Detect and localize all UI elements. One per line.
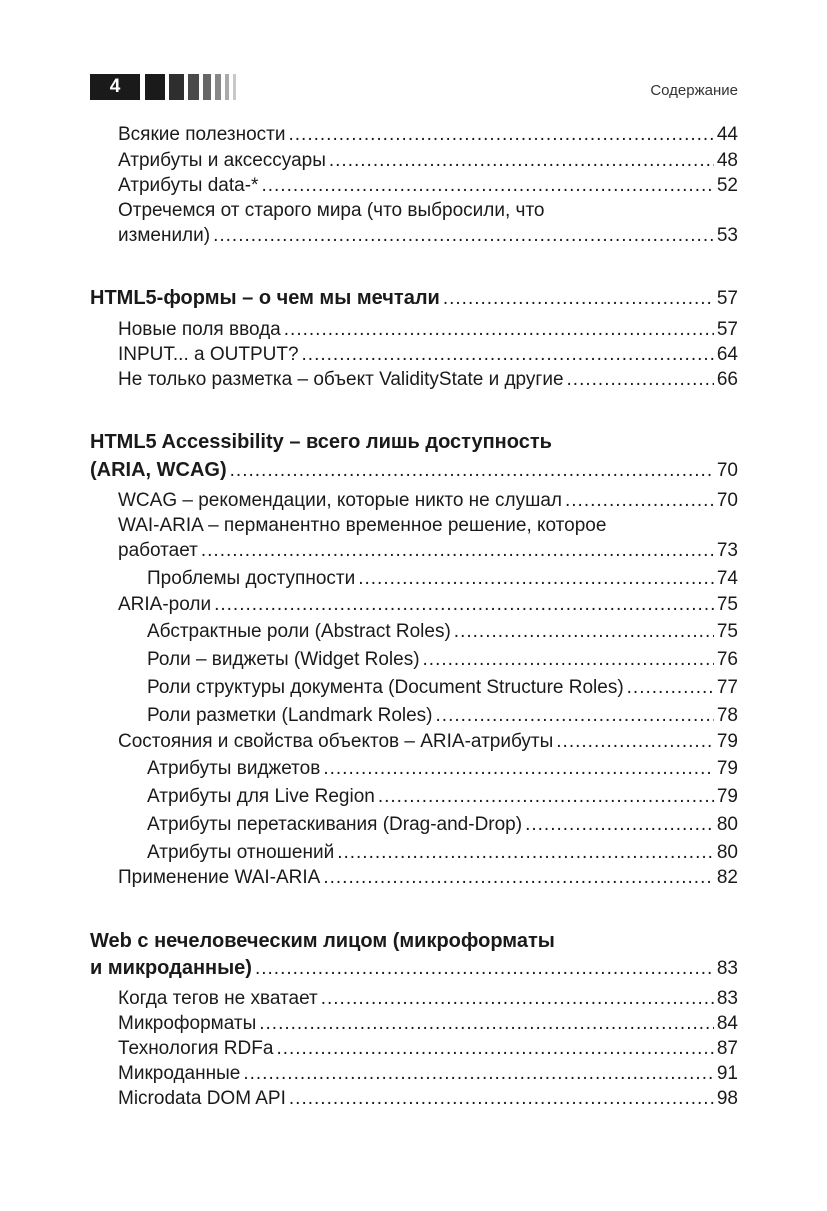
toc-entry-page: 74 bbox=[716, 568, 738, 589]
leader-dots bbox=[243, 1062, 714, 1086]
toc-chapter-page: 57 bbox=[716, 288, 738, 309]
leader-dots bbox=[255, 957, 714, 981]
leader-dots bbox=[284, 318, 714, 342]
toc-entry bbox=[118, 1012, 738, 1036]
leader-dots bbox=[565, 489, 714, 513]
toc-entry bbox=[118, 539, 738, 563]
toc-chapter-page: 83 bbox=[716, 958, 738, 979]
toc-entry-title: Проблемы доступности bbox=[147, 568, 356, 589]
toc-subentry bbox=[147, 620, 738, 644]
toc-entry-title: Microdata DOM API bbox=[118, 1088, 286, 1109]
toc-entry-title: Роли разметки (Landmark Roles) bbox=[147, 705, 433, 726]
toc-subentry bbox=[147, 813, 738, 837]
toc-entry bbox=[118, 987, 738, 1011]
toc-chapter-title-line: HTML5 Accessibility – всего лишь доступность bbox=[90, 431, 552, 453]
leader-dots bbox=[567, 368, 714, 392]
toc-entry-page: 79 bbox=[716, 786, 738, 807]
toc-entry-title: работает bbox=[118, 540, 198, 561]
toc-entry-page: 52 bbox=[716, 175, 738, 196]
toc-entry bbox=[118, 343, 738, 367]
leader-dots bbox=[358, 567, 714, 591]
toc-subentry bbox=[147, 676, 738, 700]
leader-dots bbox=[289, 1087, 714, 1111]
toc-entry-page: 79 bbox=[716, 731, 738, 752]
toc-entry-page: 83 bbox=[716, 988, 738, 1009]
toc-entry-page: 53 bbox=[716, 225, 738, 246]
toc-subentry bbox=[147, 785, 738, 809]
toc-subentry bbox=[147, 757, 738, 781]
toc-entry bbox=[118, 224, 738, 248]
leader-dots bbox=[214, 593, 714, 617]
toc-chapter bbox=[90, 458, 738, 483]
leader-dots bbox=[337, 841, 714, 865]
toc-subentry bbox=[147, 567, 738, 591]
toc-entry-title-line: WAI-ARIA – перманентно временное решение, которое bbox=[118, 515, 607, 536]
toc-entry-page: 57 bbox=[716, 319, 738, 340]
leader-dots bbox=[276, 1037, 713, 1061]
header-bar bbox=[188, 74, 199, 100]
toc-entry-title-line: Отречемся от старого мира (что выбросили, что bbox=[118, 200, 545, 221]
toc-entry-page: 70 bbox=[716, 490, 738, 511]
toc-entry-title: Атрибуты виджетов bbox=[147, 758, 321, 779]
toc-entry-page: 75 bbox=[716, 621, 738, 642]
toc-chapter-page: 70 bbox=[716, 460, 738, 481]
header-bar bbox=[233, 74, 236, 100]
toc-entry-title: Атрибуты и аксессуары bbox=[118, 150, 326, 171]
header-bar bbox=[203, 74, 211, 100]
toc-subentry bbox=[147, 648, 738, 672]
header-bar bbox=[169, 74, 184, 100]
leader-dots bbox=[230, 459, 714, 483]
toc-entry-title: Состояния и свойства объектов – ARIA-атрибуты bbox=[118, 731, 554, 752]
toc-entry-title: Технология RDFa bbox=[118, 1038, 274, 1059]
toc-entry-page: 66 bbox=[716, 369, 738, 390]
toc-chapter-title-line: Web с нечеловеческим лицом (микроформаты bbox=[90, 930, 555, 952]
toc-entry-page: 44 bbox=[716, 124, 738, 145]
toc-entry-title: WCAG – рекомендации, которые никто не слушал bbox=[118, 490, 562, 511]
leader-dots bbox=[289, 123, 714, 147]
toc-entry-title: INPUT... а OUTPUT? bbox=[118, 344, 299, 365]
toc-entry-title: Всякие полезности bbox=[118, 124, 286, 145]
leader-dots bbox=[259, 1012, 714, 1036]
toc-entry bbox=[118, 1062, 738, 1086]
leader-dots bbox=[329, 149, 714, 173]
toc-chapter bbox=[90, 286, 738, 311]
toc-entry bbox=[118, 866, 738, 890]
toc-entry-page: 73 bbox=[716, 540, 738, 561]
toc-entry-page: 91 bbox=[716, 1063, 738, 1084]
toc-entry-page: 75 bbox=[716, 594, 738, 615]
leader-dots bbox=[443, 287, 714, 311]
toc-entry-page: 76 bbox=[716, 649, 738, 670]
toc-entry-title: Микроформаты bbox=[118, 1013, 257, 1034]
toc-entry-title: Роли структуры документа (Document Structure Roles) bbox=[147, 677, 624, 698]
toc-entry-title: Абстрактные роли (Abstract Roles) bbox=[147, 621, 451, 642]
leader-dots bbox=[323, 757, 714, 781]
toc-entry-title: ARIA-роли bbox=[118, 594, 212, 615]
leader-dots bbox=[323, 866, 714, 890]
leader-dots bbox=[213, 224, 714, 248]
toc-entry-page: 64 bbox=[716, 344, 738, 365]
toc-chapter-title: (ARIA, WCAG) bbox=[90, 459, 227, 481]
leader-dots bbox=[302, 343, 714, 367]
toc-entry bbox=[118, 149, 738, 173]
page-header bbox=[90, 74, 738, 100]
toc-entry bbox=[118, 123, 738, 147]
toc-entry-page: 82 bbox=[716, 867, 738, 888]
toc-chapter-title: HTML5-формы – о чем мы мечтали bbox=[90, 287, 440, 309]
toc-entry-page: 98 bbox=[716, 1088, 738, 1109]
leader-dots bbox=[436, 704, 714, 728]
toc-entry bbox=[118, 593, 738, 617]
toc-entry-page: 80 bbox=[716, 814, 738, 835]
toc-entry-page: 48 bbox=[716, 150, 738, 171]
leader-dots bbox=[454, 620, 714, 644]
toc-entry-title: Роли – виджеты (Widget Roles) bbox=[147, 649, 420, 670]
running-head: Содержание bbox=[650, 82, 738, 99]
toc-entry bbox=[118, 318, 738, 342]
toc-entry-page: 78 bbox=[716, 705, 738, 726]
toc-entry-page: 84 bbox=[716, 1013, 738, 1034]
toc-entry bbox=[118, 174, 738, 198]
toc-chapter bbox=[90, 956, 738, 981]
leader-dots bbox=[201, 539, 714, 563]
leader-dots bbox=[556, 730, 714, 754]
toc-entry-title: Когда тегов не хватает bbox=[118, 988, 318, 1009]
toc-entry-title: изменили) bbox=[118, 225, 211, 246]
leader-dots bbox=[321, 987, 714, 1011]
leader-dots bbox=[423, 648, 714, 672]
toc-entry-title: Атрибуты перетаскивания (Drag-and-Drop) bbox=[147, 814, 523, 835]
toc-entry bbox=[118, 489, 738, 513]
toc-entry-title: Атрибуты data-* bbox=[118, 175, 259, 196]
toc-entry bbox=[118, 730, 738, 754]
header-bar bbox=[215, 74, 221, 100]
leader-dots bbox=[627, 676, 714, 700]
leader-dots bbox=[525, 813, 714, 837]
toc-entry-title: Применение WAI-ARIA bbox=[118, 867, 321, 888]
header-bar bbox=[145, 74, 165, 100]
toc-entry bbox=[118, 1037, 738, 1061]
toc-entry bbox=[118, 1087, 738, 1111]
toc-entry-title: Атрибуты для Live Region bbox=[147, 786, 375, 807]
toc-entry-page: 80 bbox=[716, 842, 738, 863]
toc-entry-page: 87 bbox=[716, 1038, 738, 1059]
toc-subentry bbox=[147, 704, 738, 728]
toc-chapter-title: и микроданные) bbox=[90, 957, 252, 979]
leader-dots bbox=[261, 174, 713, 198]
page-number: 4 bbox=[90, 74, 140, 100]
toc-subentry bbox=[147, 841, 738, 865]
toc-entry bbox=[118, 368, 738, 392]
leader-dots bbox=[378, 785, 714, 809]
toc-entry-title: Микроданные bbox=[118, 1063, 241, 1084]
toc-entry-page: 77 bbox=[716, 677, 738, 698]
toc-entry-title: Новые поля ввода bbox=[118, 319, 281, 340]
toc-entry-title: Атрибуты отношений bbox=[147, 842, 335, 863]
toc-entry-title: Не только разметка – объект ValidityState и другие bbox=[118, 369, 564, 390]
toc-entry-page: 79 bbox=[716, 758, 738, 779]
header-bar bbox=[225, 74, 229, 100]
